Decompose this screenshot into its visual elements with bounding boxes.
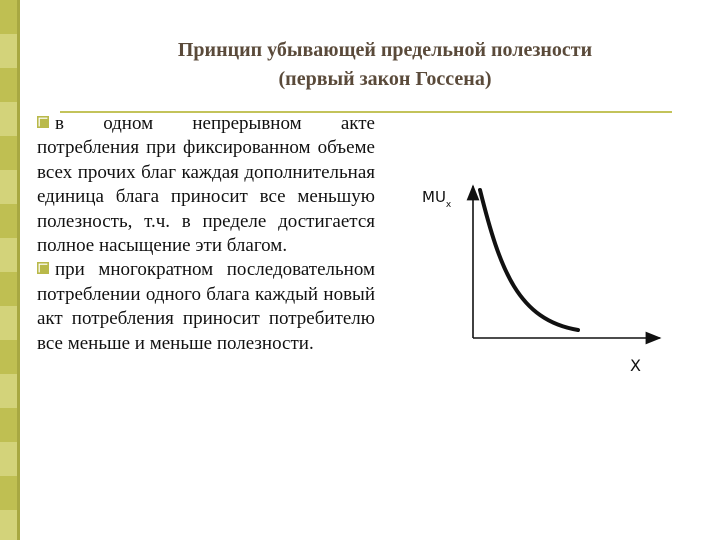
bullet-text-1: в одном непрерывном акте потребления при фиксированном объеме всех прочих благ каждая дополнительная единица блага приносит все меньшую полезность, т.ч. в пределе достигается полное насыщение эти благом.	[37, 113, 375, 257]
bullet-list	[37, 112, 375, 356]
slide-accent-bar	[0, 0, 17, 540]
bullet-item-1	[37, 112, 375, 258]
slide-title-line2: (первый закон Госсена)	[278, 68, 492, 90]
slide-title-line1: Принцип убывающей предельной полезности	[177, 39, 593, 61]
y-axis-label: $MU_x$	[422, 188, 452, 210]
bullet-item-2	[37, 258, 375, 356]
mu-curve	[480, 190, 578, 330]
square-bullet-icon	[37, 116, 49, 128]
square-bullet-icon	[37, 262, 49, 274]
slide-title	[60, 36, 710, 94]
bullet-text-2: при многократном последовательном потреблении одного блага каждый новый акт потребления приносит потребителю все меньше и меньше полезности.	[37, 259, 375, 354]
x-axis-label: X	[630, 356, 641, 375]
marginal-utility-diagram	[400, 170, 680, 380]
